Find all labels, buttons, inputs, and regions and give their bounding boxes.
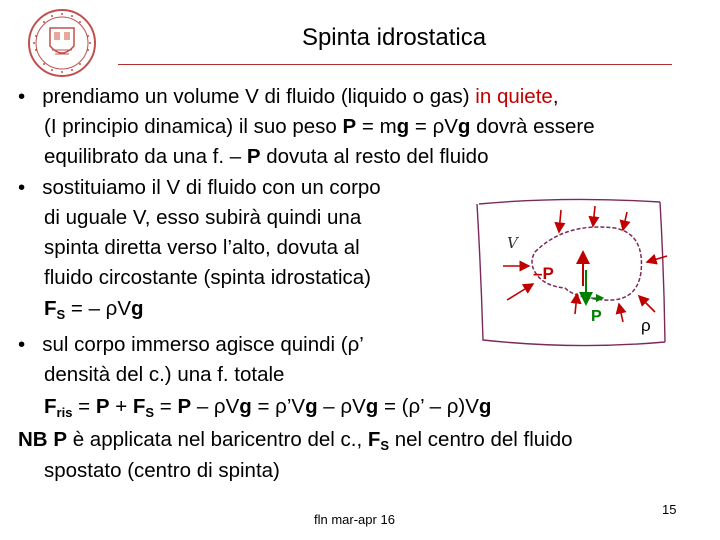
bullet-1-line-1: • prendiamo un volume V di fluido (liquido o gas) in quiete, xyxy=(18,85,559,108)
label-v: V xyxy=(507,234,518,252)
label-rho: ρ xyxy=(641,316,651,335)
slide-title: Spinta idrostatica xyxy=(301,24,487,51)
bullet-3-line-2: densità del c.) una f. totale xyxy=(44,363,285,386)
bullet-2-line-4: fluido circostante (spinta idrostatica) xyxy=(44,266,372,289)
nb-line-2: spostato (centro di spinta) xyxy=(44,459,280,482)
buoyancy-diagram xyxy=(455,182,680,350)
bullet-3-line-1: • sul corpo immerso agisce quindi (ρ’ xyxy=(18,333,364,356)
bullet-3-formula: $F_{ris} = P + F_S = P - \rho Vg$ = ρ’Vg – ρVg = (ρ’ – ρ)Vg xyxy=(44,395,492,420)
bullet-2-formula: $F_S$ = – ρVg xyxy=(44,297,144,322)
bullet-2-line-1: • sostituiamo il V di fluido con un corpo xyxy=(18,176,381,199)
bullet-2-line-3: spinta diretta verso l’alto, dovuta al xyxy=(44,236,360,259)
container-sketch xyxy=(477,199,665,345)
title-rule xyxy=(118,64,672,65)
bullet-2-line-2: di uguale V, esso subirà quindi una xyxy=(44,206,362,229)
bullet-1-line-2: (I principio dinamica) il suo peso P = mg = ρVg dovrà essere xyxy=(44,115,595,138)
label-p: P xyxy=(591,308,602,325)
nb-line-1: NB P è applicata nel baricentro del c., $F_S$ nel centro del fluido xyxy=(18,428,573,453)
bullet-1-line-3: equilibrato da una f. – P dovuta al resto del fluido xyxy=(44,145,489,168)
footer-text: fln mar-apr 16 xyxy=(314,512,395,527)
label-minus-p: –P xyxy=(533,264,554,283)
page-number: 15 xyxy=(662,502,677,517)
